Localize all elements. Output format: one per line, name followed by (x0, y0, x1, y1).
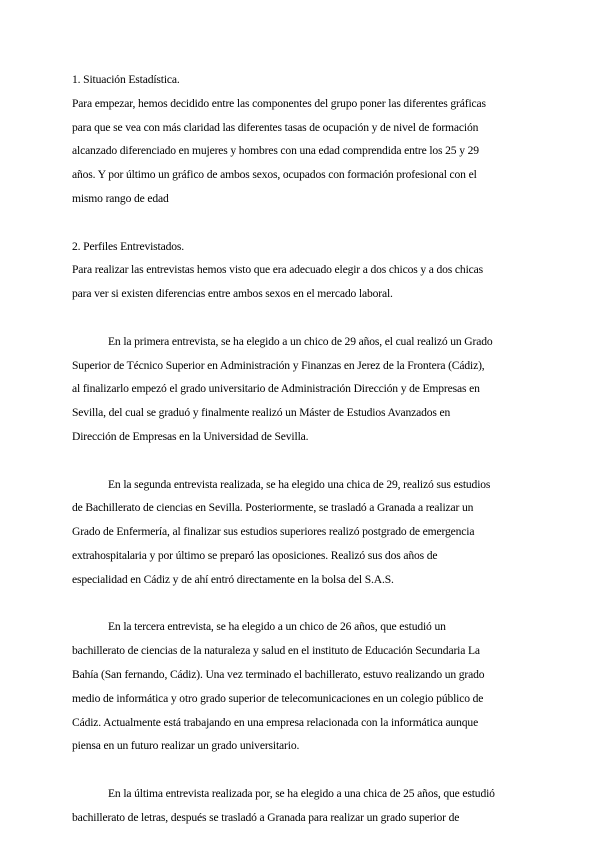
paragraph-line: bachillerato de ciencias de la naturaleza y salud en el instituto de Educación Secundaria La (72, 644, 480, 658)
paragraph-line: de Bachillerato de ciencias en Sevilla. Posteriormente, se trasladó a Granada a realizar un (72, 501, 474, 515)
paragraph-line: al finalizarlo empezó el grado universitario de Administración Dirección y de Empresas en (72, 382, 480, 396)
paragraph-line: alcanzado diferenciado en mujeres y hombres con una edad comprendida entre los 25 y 29 (72, 144, 479, 158)
paragraph-line: Dirección de Empresas en la Universidad de Sevilla. (72, 429, 309, 443)
paragraph-line: años. Y por último un gráfico de ambos sexos, ocupados con formación profesional con el (72, 168, 477, 182)
paragraph-line: Superior de Técnico Superior en Administración y Finanzas en Jerez de la Frontera (Cádiz), (72, 358, 485, 372)
section-profiles (72, 235, 532, 306)
interview-item (72, 330, 532, 449)
paragraph-line: mismo rango de edad (72, 191, 169, 205)
paragraph-line: extrahospitalaria y por último se preparó las oposiciones. Realizó sus dos años de (72, 548, 438, 562)
interview-item (72, 615, 532, 758)
paragraph-line: En la tercera entrevista, se ha elegido a un chico de 26 años, que estudió un (108, 620, 446, 634)
paragraph-line: bachillerato de letras, después se trasladó a Granada para realizar un grado superior de (72, 810, 460, 824)
paragraph-line: medio de informática y otro grado superior de telecomunicaciones en un colegio público de (72, 691, 484, 705)
paragraph-line: Para empezar, hemos decidido entre las componentes del grupo poner las diferentes gráficas (72, 96, 486, 110)
paragraph-line: En la última entrevista realizada por, se ha elegido a una chica de 25 años, que estudió (108, 786, 495, 800)
paragraph-line: piensa en un futuro realizar un grado universitario. (72, 739, 300, 753)
paragraph-line: Para realizar las entrevistas hemos visto que era adecuado elegir a dos chicos y a dos chicas (72, 263, 483, 277)
paragraph-line: para que se vea con más claridad las diferentes tasas de ocupación y de nivel de formación (72, 120, 479, 134)
paragraph-line: En la segunda entrevista realizada, se ha elegido una chica de 29, realizó sus estudios (108, 477, 491, 491)
section-statistics (72, 68, 532, 211)
interview-item (72, 782, 532, 830)
paragraph-line: Bahía (San fernando, Cádiz). Una vez terminado el bachillerato, estuvo realizando un grado (72, 667, 485, 681)
document-body (72, 68, 532, 830)
paragraph-line: especialidad en Cádiz y de ahí entró directamente en la bolsa del S.A.S. (72, 572, 394, 586)
paragraph-line: Grado de Enfermería, al finalizar sus estudios superiores realizó postgrado de emergencia (72, 525, 475, 539)
paragraph-line: En la primera entrevista, se ha elegido a un chico de 29 años, el cual realizó un Grado (108, 334, 493, 348)
paragraph-line: Sevilla, del cual se graduó y finalmente realizó un Máster de Estudios Avanzados en (72, 406, 451, 420)
section-heading: 1. Situación Estadística. (72, 73, 180, 86)
section-heading: 2. Perfiles Entrevistados. (72, 239, 185, 253)
interview-item (72, 473, 532, 592)
paragraph-line: Cádiz. Actualmente está trabajando en una empresa relacionada con la informática aunque (72, 715, 479, 729)
paragraph-line: para ver si existen diferencias entre ambos sexos en el mercado laboral. (72, 287, 393, 301)
